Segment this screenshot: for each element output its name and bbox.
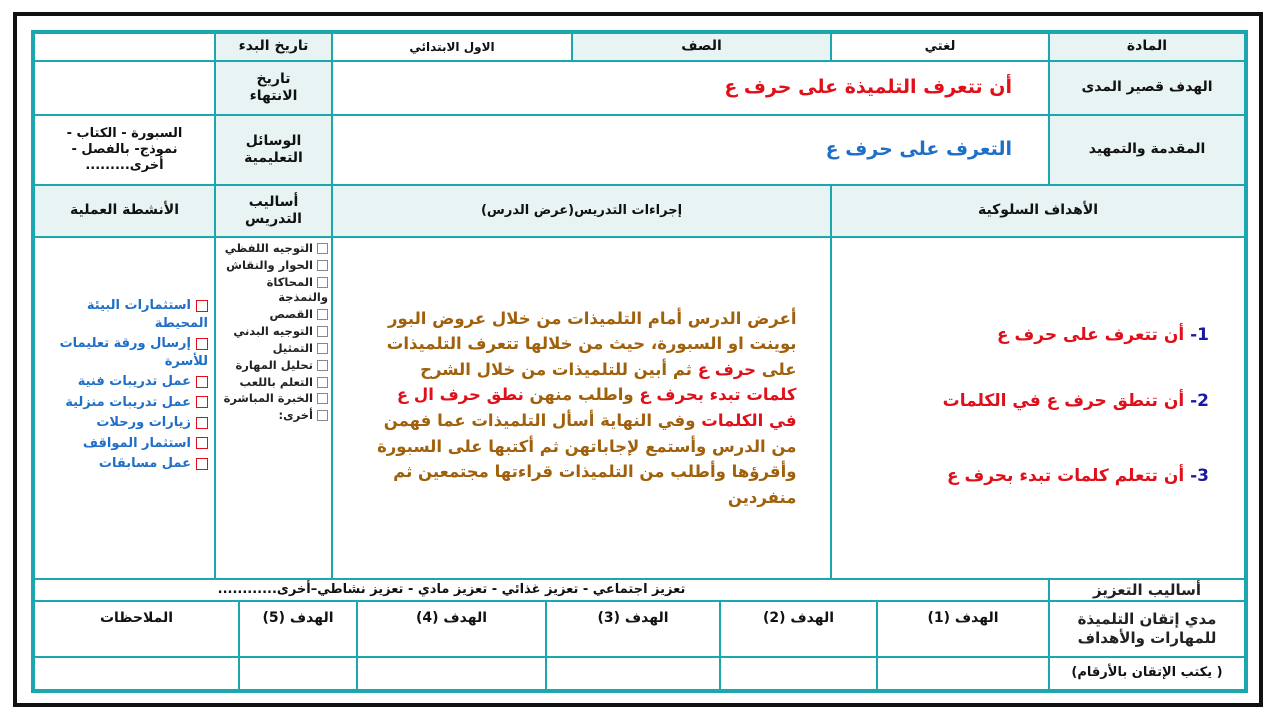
lesson-plan-table (31, 30, 1248, 693)
method-item[interactable]: التمثيل (220, 341, 328, 356)
mastery-note: ( يكتب الإتقان بالأرقام) (1049, 657, 1245, 690)
objectives-header: الأهداف السلوكية (831, 185, 1245, 237)
goal-1-score[interactable] (877, 657, 1049, 690)
end-date-label: تاريخ الانتهاء (215, 61, 332, 115)
methods-list (220, 241, 328, 425)
goal-4-header: الهدف (4) (357, 601, 546, 657)
objective-item: 1- أن تتعرف على حرف ع (996, 325, 1209, 345)
checkbox-icon[interactable] (196, 338, 208, 350)
objective-item: 2- أن تنطق حرف ع في الكلمات (942, 391, 1209, 411)
intro-label: المقدمة والتمهيد (1049, 115, 1245, 185)
method-item[interactable]: التوجيه اللفظي (220, 241, 328, 256)
start-date-label: تاريخ البدء (215, 33, 332, 61)
goal-2-score[interactable] (720, 657, 877, 690)
procedures-text: أعرض الدرس أمام التلميذات من خلال عروض البور بوينت او السبورة، حيث من خلالها تتعرف التلميذات على حرف ع ثم أبين للتلميذات من خلال الشرح كلمات تبدء بحرف ع واطلب منهن نطق حرف ال ع في الكلمات وفي النهاية أسأل التلميذات عما فهمن من الدرس وأستمع لإجاباتهن ثم أكتبها على السبورة وأقرؤها وأطلب من التلميذات قراءتها مجتمعين ثم منفردين (377, 308, 797, 507)
activities-header: الأنشطة العملية (34, 185, 215, 237)
method-item[interactable]: تحليل المهارة (220, 358, 328, 373)
class-label: الصف (572, 33, 831, 61)
checkbox-icon[interactable] (317, 343, 328, 354)
notes-value[interactable] (34, 657, 239, 690)
checkbox-icon[interactable] (317, 243, 328, 254)
notes-header: الملاحظات (34, 601, 239, 657)
checkbox-icon[interactable] (317, 277, 328, 288)
short-term-goal-value: أن تتعرف التلميذة على حرف ع (332, 61, 1049, 115)
method-item[interactable]: التوجيه البدني (220, 324, 328, 339)
activity-item[interactable]: عمل تدريبات منزلية (48, 394, 208, 412)
checkbox-icon[interactable] (317, 393, 328, 404)
method-item[interactable]: الحوار والنقاش (220, 258, 328, 273)
goal-4-score[interactable] (357, 657, 546, 690)
checkbox-icon[interactable] (196, 376, 208, 388)
start-date-value[interactable] (34, 33, 215, 61)
checkbox-icon[interactable] (196, 437, 208, 449)
method-item[interactable]: أخرى: (220, 408, 328, 423)
intro-value: التعرف على حرف ع (332, 115, 1049, 185)
objective-item: 3- أن تتعلم كلمات تبدء بحرف ع (946, 466, 1209, 486)
reinforcement-value: تعزيز اجتماعي - تعزيز غذائي - تعزيز مادي - تعزيز نشاطي–أخرى............ (34, 579, 1049, 601)
checkbox-icon[interactable] (196, 458, 208, 470)
goal-5-score[interactable] (239, 657, 357, 690)
checkbox-icon[interactable] (317, 410, 328, 421)
goal-5-header: الهدف (5) (239, 601, 357, 657)
end-date-value[interactable] (34, 61, 215, 115)
activities-list (48, 297, 208, 476)
checkbox-icon[interactable] (317, 309, 328, 320)
checkbox-icon[interactable] (317, 326, 328, 337)
goal-1-header: الهدف (1) (877, 601, 1049, 657)
checkbox-icon[interactable] (196, 417, 208, 429)
method-item[interactable]: القصص (220, 307, 328, 322)
procedures-cell (332, 237, 831, 579)
goal-3-score[interactable] (546, 657, 720, 690)
checkbox-icon[interactable] (196, 300, 208, 312)
checkbox-icon[interactable] (317, 260, 328, 271)
subject-value: لغتي (831, 33, 1049, 61)
class-value: الاول الابتدائي (332, 33, 572, 61)
method-item[interactable]: الخبرة المباشرة (220, 391, 328, 406)
goal-2-header: الهدف (2) (720, 601, 877, 657)
short-term-goal-label: الهدف قصير المدى (1049, 61, 1245, 115)
checkbox-icon[interactable] (317, 377, 328, 388)
subject-label: المادة (1049, 33, 1245, 61)
method-item[interactable]: التعلم باللعب (220, 375, 328, 390)
checkbox-icon[interactable] (196, 396, 208, 408)
activity-item[interactable]: عمل مسابقات (48, 455, 208, 473)
procedures-header: إجراءات التدريس(عرض الدرس) (332, 185, 831, 237)
activity-item[interactable]: استثمار المواقف (48, 435, 208, 453)
teaching-aids-value: السبورة - الكتاب - نموذج- بالفصل - أخرى......... (34, 115, 215, 185)
activity-item[interactable]: زيارات ورحلات (48, 414, 208, 432)
methods-header: أساليب التدريس (215, 185, 332, 237)
teaching-aids-label: الوسائل التعليمية (215, 115, 332, 185)
activity-item[interactable]: عمل تدريبات فنية (48, 373, 208, 391)
activity-item[interactable]: استثمارات البيئة المحيطة (86, 298, 208, 331)
activity-item[interactable]: إرسال ورقة تعليمات للأسرة (59, 336, 208, 369)
mastery-label: مدي إتقان التلميذة للمهارات والأهداف (1049, 601, 1245, 657)
method-item[interactable]: المحاكاة والنمذجة (266, 274, 328, 304)
reinforcement-label: أساليب التعزيز (1049, 579, 1245, 601)
checkbox-icon[interactable] (317, 360, 328, 371)
goal-3-header: الهدف (3) (546, 601, 720, 657)
